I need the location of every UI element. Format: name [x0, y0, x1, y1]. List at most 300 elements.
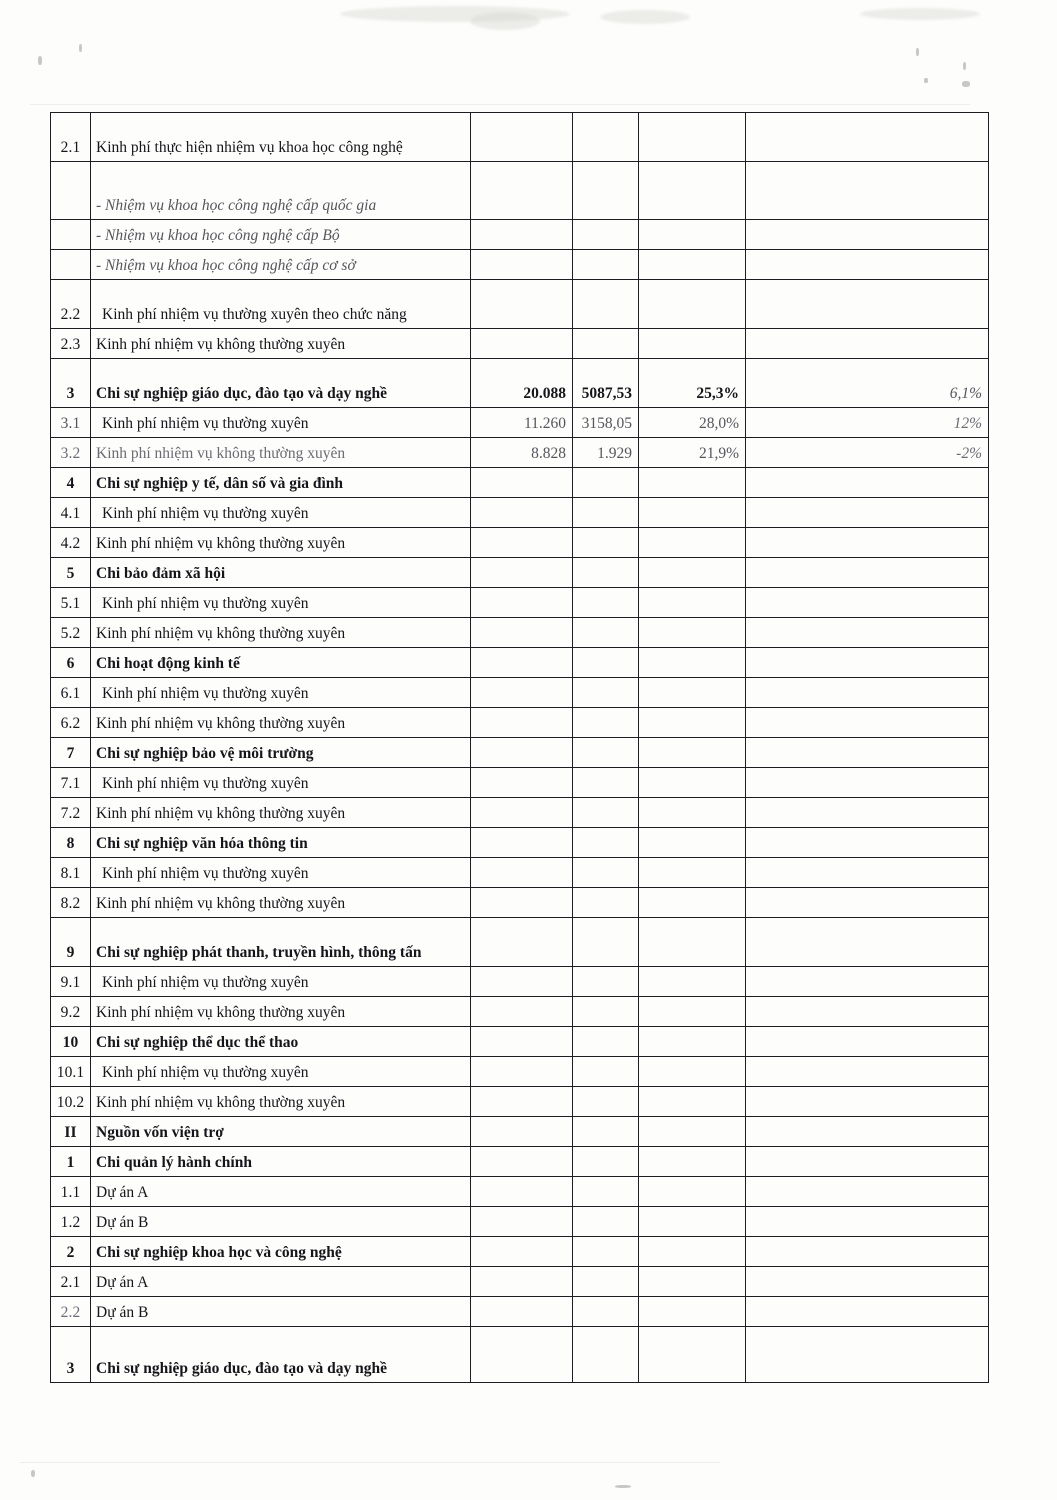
value-cell-3 [639, 1177, 746, 1207]
value-cell-4 [746, 250, 989, 280]
value-3 [639, 1141, 745, 1146]
value-3 [639, 912, 745, 917]
value-1 [471, 1201, 572, 1206]
row-number: 1.2 [60, 1214, 81, 1232]
table-row [51, 738, 989, 768]
row-label: Kinh phí nhiệm vụ không thường xuyên [96, 805, 346, 823]
row-label-cell [91, 1207, 471, 1237]
row-label-cell [91, 438, 471, 468]
value-4 [746, 522, 988, 527]
row-number-cell [51, 558, 91, 588]
row-label: - Nhiệm vụ khoa học công nghệ cấp quốc gia [96, 197, 377, 215]
value-cell-1 [471, 1177, 573, 1207]
table-row [51, 1237, 989, 1267]
row-number-cell [51, 858, 91, 888]
table-row [51, 828, 989, 858]
row-number: 6.1 [60, 685, 81, 703]
row-label-cell [91, 359, 471, 408]
row-label: Kinh phí nhiệm vụ thường xuyên theo chức năng [102, 306, 407, 324]
value-cell-3 [639, 918, 746, 967]
value-cell-1 [471, 1327, 573, 1383]
row-number-cell [51, 768, 91, 798]
value-2 [573, 323, 638, 328]
value-1: 20.088 [523, 385, 566, 403]
scan-smudge [860, 8, 980, 20]
row-number-cell [51, 1057, 91, 1087]
value-1 [471, 1171, 572, 1176]
row-number-cell [51, 408, 91, 438]
value-2 [573, 353, 638, 358]
value-cell-2 [573, 618, 639, 648]
row-label: Kinh phí nhiệm vụ thường xuyên [102, 865, 309, 883]
value-4 [746, 582, 988, 587]
value-cell-3 [639, 1057, 746, 1087]
value-cell-3 [639, 1327, 746, 1383]
table-row [51, 1147, 989, 1177]
value-2 [573, 582, 638, 587]
value-2 [573, 991, 638, 996]
row-number-cell [51, 708, 91, 738]
value-cell-2 [573, 498, 639, 528]
value-2 [573, 672, 638, 677]
row-label: Kinh phí nhiệm vụ không thường xuyên [96, 625, 346, 643]
value-4 [746, 323, 988, 328]
row-label: Kinh phí nhiệm vụ không thường xuyên [96, 1004, 346, 1022]
table-row [51, 678, 989, 708]
value-cell-1 [471, 1087, 573, 1117]
row-label: Chi sự nghiệp bảo vệ môi trường [96, 745, 314, 763]
table-row [51, 359, 989, 408]
value-cell-2 [573, 888, 639, 918]
value-cell-3 [639, 828, 746, 858]
value-cell-3 [639, 280, 746, 329]
table-row [51, 468, 989, 498]
value-2 [573, 1261, 638, 1266]
value-4 [746, 353, 988, 358]
row-label: - Nhiệm vụ khoa học công nghệ cấp cơ sở [96, 257, 356, 275]
scan-speck [38, 56, 42, 65]
row-number-cell [51, 498, 91, 528]
scan-speck [924, 78, 928, 83]
value-cell-4 [746, 1207, 989, 1237]
value-cell-1 [471, 1117, 573, 1147]
value-cell-4 [746, 588, 989, 618]
value-3 [639, 672, 745, 677]
value-3 [639, 522, 745, 527]
row-number [51, 214, 90, 219]
table-row [51, 1087, 989, 1117]
value-cell-4 [746, 1327, 989, 1383]
value-1 [471, 912, 572, 917]
value-3 [639, 852, 745, 857]
value-2 [573, 156, 638, 161]
value-3 [639, 1081, 745, 1086]
row-label: - Nhiệm vụ khoa học công nghệ cấp Bộ [96, 227, 340, 245]
row-label: Chi sự nghiệp y tế, dân số và gia đình [96, 475, 344, 493]
row-label: Chi hoạt động kinh tế [96, 655, 240, 673]
row-label-cell [91, 828, 471, 858]
value-cell-1 [471, 768, 573, 798]
value-2 [573, 852, 638, 857]
table-row [51, 888, 989, 918]
row-label-cell [91, 408, 471, 438]
value-cell-2 [573, 359, 639, 408]
scan-speck [79, 44, 82, 52]
value-3 [639, 702, 745, 707]
value-1 [471, 244, 572, 249]
value-cell-1 [471, 997, 573, 1027]
row-number-cell [51, 888, 91, 918]
value-3 [639, 1377, 745, 1382]
value-3 [639, 156, 745, 161]
value-cell-1 [471, 408, 573, 438]
row-label: Chi quản lý hành chính [96, 1154, 252, 1172]
row-number-cell [51, 162, 91, 220]
row-number-cell [51, 329, 91, 359]
row-label: Kinh phí nhiệm vụ không thường xuyên [96, 336, 346, 354]
value-cell-3 [639, 888, 746, 918]
table-row [51, 997, 989, 1027]
row-number: 1.1 [60, 1184, 81, 1202]
value-3 [639, 961, 745, 966]
value-cell-1 [471, 588, 573, 618]
value-3 [639, 642, 745, 647]
value-1 [471, 882, 572, 887]
scan-edge-line [20, 1462, 720, 1463]
value-4 [746, 1291, 988, 1296]
value-3 [639, 244, 745, 249]
row-number: 7 [66, 745, 75, 763]
value-cell-4 [746, 113, 989, 162]
value-cell-3 [639, 618, 746, 648]
value-cell-3 [639, 113, 746, 162]
value-2 [573, 612, 638, 617]
table-row [51, 1177, 989, 1207]
value-cell-1 [471, 648, 573, 678]
value-2 [573, 961, 638, 966]
value-cell-3 [639, 250, 746, 280]
value-cell-3 [639, 1267, 746, 1297]
value-cell-1 [471, 438, 573, 468]
row-number-cell [51, 1147, 91, 1177]
row-number: 5.1 [60, 595, 81, 613]
value-1 [471, 1321, 572, 1326]
row-number-cell [51, 220, 91, 250]
row-number-cell [51, 1117, 91, 1147]
value-4 [746, 1261, 988, 1266]
value-cell-4 [746, 828, 989, 858]
value-1 [471, 1231, 572, 1236]
table-row [51, 250, 989, 280]
value-cell-1 [471, 329, 573, 359]
row-number: 2.2 [60, 306, 81, 324]
value-1 [471, 702, 572, 707]
row-number-cell [51, 1267, 91, 1297]
value-3 [639, 1321, 745, 1326]
value-cell-4 [746, 618, 989, 648]
row-number: 10.2 [56, 1094, 85, 1112]
value-1 [471, 582, 572, 587]
row-number: 8.2 [60, 895, 81, 913]
value-cell-4 [746, 967, 989, 997]
value-cell-4 [746, 798, 989, 828]
row-label: Chi sự nghiệp thể dục thể thao [96, 1034, 299, 1052]
value-cell-3 [639, 708, 746, 738]
table-row [51, 1117, 989, 1147]
row-number: 5 [66, 565, 75, 583]
row-number-cell [51, 1327, 91, 1383]
value-cell-4 [746, 888, 989, 918]
value-cell-1 [471, 528, 573, 558]
row-label: Dự án B [96, 1214, 149, 1232]
scan-speck [963, 62, 966, 70]
row-number: 9 [66, 944, 75, 962]
value-2 [573, 492, 638, 497]
table-row [51, 648, 989, 678]
row-number: 10.1 [56, 1064, 85, 1082]
value-cell-4 [746, 280, 989, 329]
value-4 [746, 552, 988, 557]
value-2 [573, 792, 638, 797]
value-3 [639, 1261, 745, 1266]
row-label-cell [91, 967, 471, 997]
value-1 [471, 1111, 572, 1116]
value-cell-2 [573, 1297, 639, 1327]
value-cell-4 [746, 1027, 989, 1057]
row-label: Dự án B [96, 1304, 149, 1322]
row-number-cell [51, 468, 91, 498]
value-cell-2 [573, 858, 639, 888]
table-row [51, 220, 989, 250]
value-2 [573, 1111, 638, 1116]
row-label: Nguồn vốn viện trợ [96, 1124, 224, 1142]
value-cell-1 [471, 738, 573, 768]
value-cell-3 [639, 648, 746, 678]
row-label-cell [91, 1087, 471, 1117]
value-4 [746, 1231, 988, 1236]
value-cell-1 [471, 1027, 573, 1057]
value-3 [639, 582, 745, 587]
value-2 [573, 274, 638, 279]
row-number-cell [51, 1207, 91, 1237]
value-cell-2 [573, 280, 639, 329]
row-number: 2.1 [60, 1274, 81, 1292]
row-number-cell [51, 113, 91, 162]
row-number-cell [51, 1027, 91, 1057]
value-2 [573, 1321, 638, 1326]
row-label-cell [91, 738, 471, 768]
value-cell-3 [639, 408, 746, 438]
table-row [51, 1057, 989, 1087]
value-1 [471, 214, 572, 219]
scan-speck [962, 81, 970, 87]
value-cell-3 [639, 588, 746, 618]
value-2 [573, 1171, 638, 1176]
table-row [51, 588, 989, 618]
value-cell-1 [471, 858, 573, 888]
row-label: Chi sự nghiệp giáo dục, đào tạo và dạy nghề [96, 385, 387, 403]
value-cell-1 [471, 113, 573, 162]
table-row [51, 918, 989, 967]
row-label: Kinh phí nhiệm vụ thường xuyên [102, 685, 309, 703]
value-2 [573, 1051, 638, 1056]
value-1 [471, 274, 572, 279]
value-cell-2 [573, 1057, 639, 1087]
value-1 [471, 156, 572, 161]
value-cell-4 [746, 359, 989, 408]
value-4 [746, 912, 988, 917]
value-cell-1 [471, 220, 573, 250]
table-row [51, 528, 989, 558]
value-4 [746, 702, 988, 707]
row-number: 1 [66, 1154, 75, 1172]
value-3: 21,9% [698, 445, 739, 463]
row-label-cell [91, 162, 471, 220]
value-cell-1 [471, 618, 573, 648]
value-cell-4 [746, 1237, 989, 1267]
value-cell-1 [471, 918, 573, 967]
row-number: 9.1 [60, 974, 81, 992]
value-4 [746, 1201, 988, 1206]
table-row [51, 498, 989, 528]
value-cell-3 [639, 1297, 746, 1327]
value-2 [573, 1081, 638, 1086]
budget-table-body [51, 113, 989, 1383]
value-cell-4 [746, 408, 989, 438]
row-label: Chi sự nghiệp văn hóa thông tin [96, 835, 308, 853]
row-number: 5.2 [60, 625, 81, 643]
value-4 [746, 156, 988, 161]
value-cell-4 [746, 468, 989, 498]
value-3: 25,3% [696, 385, 739, 403]
value-1 [471, 353, 572, 358]
value-cell-3 [639, 1027, 746, 1057]
value-cell-4 [746, 1177, 989, 1207]
value-cell-3 [639, 558, 746, 588]
value-4 [746, 274, 988, 279]
value-cell-2 [573, 768, 639, 798]
value-2 [573, 882, 638, 887]
value-3 [639, 762, 745, 767]
row-label-cell [91, 1177, 471, 1207]
value-cell-2 [573, 708, 639, 738]
value-cell-3 [639, 768, 746, 798]
row-label: Kinh phí nhiệm vụ không thường xuyên [96, 445, 346, 463]
row-number-cell [51, 1087, 91, 1117]
table-row [51, 408, 989, 438]
value-cell-3 [639, 329, 746, 359]
value-4 [746, 214, 988, 219]
row-label-cell [91, 528, 471, 558]
value-cell-4 [746, 738, 989, 768]
row-number-cell [51, 738, 91, 768]
value-cell-2 [573, 329, 639, 359]
value-cell-2 [573, 1087, 639, 1117]
row-label: Chi bảo đảm xã hội [96, 565, 226, 583]
row-label-cell [91, 1237, 471, 1267]
row-number-cell [51, 997, 91, 1027]
row-number: 6 [66, 655, 75, 673]
table-row [51, 768, 989, 798]
value-3 [639, 1291, 745, 1296]
row-label-cell [91, 1027, 471, 1057]
row-label: Dự án A [96, 1274, 149, 1292]
value-cell-1 [471, 250, 573, 280]
value-2 [573, 522, 638, 527]
row-number-cell [51, 359, 91, 408]
table-row [51, 1207, 989, 1237]
value-3 [639, 274, 745, 279]
value-cell-3 [639, 967, 746, 997]
row-number-cell [51, 918, 91, 967]
table-row [51, 967, 989, 997]
value-cell-4 [746, 858, 989, 888]
value-4 [746, 1021, 988, 1026]
value-cell-2 [573, 967, 639, 997]
value-cell-2 [573, 798, 639, 828]
value-3 [639, 822, 745, 827]
row-label: Dự án A [96, 1184, 149, 1202]
value-1 [471, 1051, 572, 1056]
value-cell-1 [471, 558, 573, 588]
value-cell-1 [471, 678, 573, 708]
value-cell-4 [746, 1267, 989, 1297]
value-1 [471, 1081, 572, 1086]
value-3 [639, 1171, 745, 1176]
value-4 [746, 762, 988, 767]
value-cell-4 [746, 329, 989, 359]
value-1 [471, 552, 572, 557]
row-number-cell [51, 438, 91, 468]
budget-table [50, 112, 989, 1383]
value-3 [639, 353, 745, 358]
value-1 [471, 642, 572, 647]
row-label-cell [91, 708, 471, 738]
row-number: 4 [66, 475, 75, 493]
value-cell-4 [746, 918, 989, 967]
value-cell-2 [573, 408, 639, 438]
value-cell-2 [573, 528, 639, 558]
value-cell-3 [639, 798, 746, 828]
value-1 [471, 492, 572, 497]
value-cell-2 [573, 1207, 639, 1237]
row-label-cell [91, 558, 471, 588]
table-row [51, 162, 989, 220]
row-number: 7.1 [60, 775, 81, 793]
value-1 [471, 1141, 572, 1146]
value-4 [746, 1081, 988, 1086]
value-3 [639, 214, 745, 219]
value-cell-4 [746, 558, 989, 588]
value-cell-4 [746, 1297, 989, 1327]
row-label-cell [91, 1147, 471, 1177]
value-1 [471, 522, 572, 527]
row-label: Kinh phí nhiệm vụ không thường xuyên [96, 715, 346, 733]
value-cell-4 [746, 768, 989, 798]
value-cell-1 [471, 1147, 573, 1177]
value-cell-1 [471, 1207, 573, 1237]
value-cell-2 [573, 250, 639, 280]
row-label: Kinh phí nhiệm vụ thường xuyên [102, 974, 309, 992]
value-1 [471, 792, 572, 797]
value-3 [639, 1231, 745, 1236]
table-row [51, 618, 989, 648]
value-1 [471, 1261, 572, 1266]
value-3 [639, 323, 745, 328]
row-number: 8.1 [60, 865, 81, 883]
value-cell-4 [746, 498, 989, 528]
scan-speck [916, 48, 919, 56]
